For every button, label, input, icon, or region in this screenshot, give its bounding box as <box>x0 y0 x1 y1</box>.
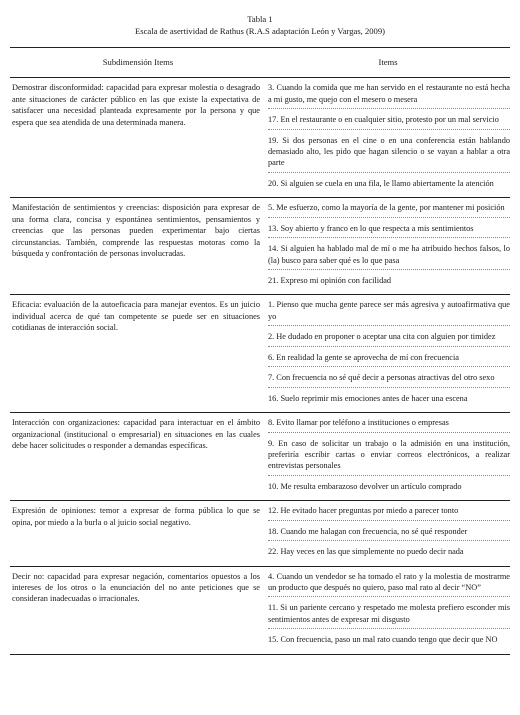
subdimension-description: Interacción con organizaciones: capacidad para interactuar en el ámbito organizacional (institucional o empresarial) en situaciones en las cuales debe hacer solicitudes o responder a demandas específicas. <box>12 418 260 450</box>
list-item: 6. En realidad la gente se aprovecha de mí con frecuencia <box>268 352 510 367</box>
subdimension-description: Eficacia: evaluación de la autoeficacia para manejar eventos. Es un juicio individual acerca de qué tan competente se puede ser en situaciones cotidianas de interacción social. <box>12 300 260 333</box>
table-row <box>10 567 510 651</box>
item-list <box>268 202 510 291</box>
list-item: 13. Soy abierto y franco en lo que respecta a mis sentimientos <box>268 223 510 238</box>
list-item: 19. Si dos personas en el cine o en una conferencia están hablando demasiado alto, les pido que hagan silencio o se vayan a hablar a otra parte <box>268 135 510 173</box>
table-row <box>10 78 510 194</box>
table-row <box>10 295 510 409</box>
list-item: 2. He dudado en proponer o aceptar una cita con alguien por timidez <box>268 331 510 346</box>
list-item: 22. Hay veces en las que simplemente no puedo decir nada <box>268 547 464 557</box>
list-item: 20. Si alguien se cuela en una fila, le llamo abiertamente la atención <box>268 178 494 188</box>
list-item: 18. Cuando me halagan con frecuencia, no sé qué responder <box>268 526 510 541</box>
list-item: 15. Con frecuencia, paso un mal rato cuando tengo que decir que NO <box>268 635 498 645</box>
item-list <box>268 417 510 497</box>
table-row <box>10 501 510 562</box>
subdimension-description: Manifestación de sentimientos y creencias: disposición para expresar de una forma clara, concisa y espontánea sentimientos, pensamientos y creencias que las personas pueden experimentar bajo ciertas circunstancias. También, comprende las respuestas motoras como la búsqueda y confrontación de personas involucradas. <box>12 203 260 258</box>
table-body <box>10 78 510 655</box>
table-row <box>10 413 510 497</box>
table-title: Escala de asertividad de Rathus (R.A.S adaptación León y Vargas, 2009) <box>134 25 386 36</box>
list-item: 12. He evitado hacer preguntas por miedo a parecer tonto <box>268 505 510 520</box>
list-item: 16. Suelo reprimir mis emociones antes de hacer una escena <box>268 393 468 403</box>
list-item: 21. Expreso mi opinión con facilidad <box>268 276 392 285</box>
table-row <box>10 198 510 291</box>
item-list <box>268 505 510 562</box>
list-item: 4. Cuando un vendedor se ha tomado el rato y la molestia de mostrarme un producto que después no quiero, paso mal rato al decir “NO” <box>268 571 510 598</box>
list-item: 11. Si un pariente cercano y respetado me molesta prefiero esconder mis sentimientos antes de expresar mi disgusto <box>268 602 510 629</box>
list-item: 17. En el restaurante o en cualquier sitio, protesto por un mal servicio <box>268 114 510 129</box>
list-item: 1. Pienso que mucha gente parece ser más agresiva y autoafirmativa que yo <box>268 299 510 326</box>
list-item: 3. Cuando la comida que me han servido en el restaurante no está hecha a mi gusto, me quejo con el mesero o mesera <box>268 82 510 109</box>
header-subdimension: Subdimensión Items <box>102 56 174 67</box>
subdimension-description: Demostrar disconformidad: capacidad para expresar molestia o desagrado ante situaciones de carácter público en las que existe la expectativa de satisfacer una necesidad planteada expresamente por la persona y que espera que sea atendida de una determinada manera. <box>12 83 260 127</box>
item-list <box>268 299 510 409</box>
row-divider <box>10 654 510 655</box>
list-item: 7. Con frecuencia no sé qué decir a personas atractivas del otro sexo <box>268 372 510 387</box>
list-item: 5. Me esfuerzo, como la mayoría de la gente, por mantener mi posición <box>268 202 510 217</box>
header-items: Items <box>378 56 398 67</box>
list-item: 14. Si alguien ha hablado mal de mí o me ha atribuido hechos falsos, lo (la) busco para saber qué es lo que pasa <box>268 243 510 270</box>
list-item: 10. Me resulta embarazoso devolver un artículo comprado <box>268 481 462 491</box>
subdimension-description: Expresión de opiniones: temor a expresar de forma pública lo que se opina, por miedo a la burla o al juicio social negativo. <box>12 506 260 527</box>
table-caption <box>10 14 510 37</box>
item-list <box>268 82 510 194</box>
item-list <box>268 571 510 651</box>
list-item: 9. En caso de solicitar un trabajo o la admisión en una institución, preferiría escribir cartas o enviar correos electrónicos, a realizar entrevistas personales <box>268 438 510 476</box>
list-item: 8. Evito llamar por teléfono a instituciones o empresas <box>268 417 510 432</box>
subdimension-description: Decir no: capacidad para expresar negación, comentarios opuestos a los intereses de los otros o la enunciación del no ante peticiones que se consideran inadecuadas o irracionales. <box>12 571 260 604</box>
table-label: Tabla 1 <box>247 14 273 24</box>
table-header <box>10 48 510 77</box>
